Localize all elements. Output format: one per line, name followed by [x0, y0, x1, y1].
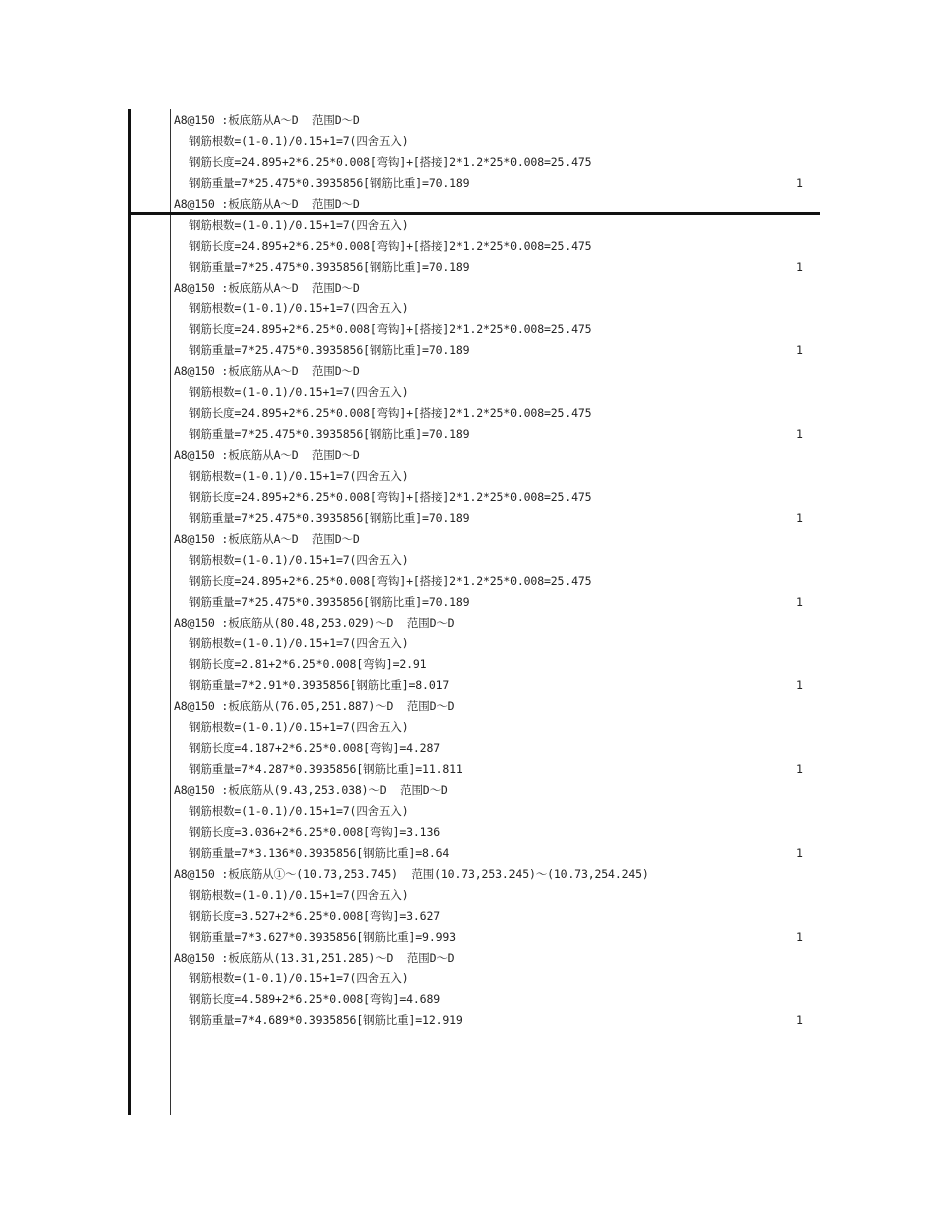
item-header-text: A8@150 :板底筋从A～D 范围D～D [174, 196, 360, 211]
calc-formula-text: 钢筋根数=(1-0.1)/0.15+1=7(四舍五入) [189, 133, 409, 148]
item-header-row [0, 194, 950, 215]
row-count-value: 1 [796, 762, 803, 777]
calc-formula-text: 钢筋长度=4.187+2*6.25*0.008[弯钩]=4.287 [189, 741, 440, 756]
calc-detail-row [0, 466, 950, 487]
calc-detail-row [0, 738, 950, 759]
item-header-row [0, 278, 950, 299]
row-count-value: 1 [796, 1013, 803, 1028]
row-count-value: 1 [796, 678, 803, 693]
row-count-value: 1 [796, 594, 803, 609]
calc-formula-text: 钢筋重量=7*4.689*0.3935856[钢筋比重]=12.919 [189, 1013, 463, 1028]
calc-formula-text: 钢筋长度=24.895+2*6.25*0.008[弯钩]+[搭接]2*1.2*25*0.008=25.475 [189, 154, 592, 169]
calc-formula-text: 钢筋长度=4.589+2*6.25*0.008[弯钩]=4.689 [189, 992, 440, 1007]
row-count-value: 1 [796, 845, 803, 860]
calc-formula-text: 钢筋重量=7*4.287*0.3935856[钢筋比重]=11.811 [189, 762, 463, 777]
calc-formula-text: 钢筋长度=24.895+2*6.25*0.008[弯钩]+[搭接]2*1.2*25*0.008=25.475 [189, 322, 592, 337]
item-header-text: A8@150 :板底筋从①～(10.73,253.745) 范围(10.73,253.245)～(10.73,254.245) [174, 866, 649, 881]
row-count-value: 1 [796, 510, 803, 525]
calc-detail-row [0, 801, 950, 822]
calc-detail-row [0, 173, 950, 194]
calc-detail-row [0, 989, 950, 1010]
calc-detail-row [0, 717, 950, 738]
calc-formula-text: 钢筋根数=(1-0.1)/0.15+1=7(四舍五入) [189, 385, 409, 400]
calc-detail-row [0, 592, 950, 613]
calc-formula-text: 钢筋根数=(1-0.1)/0.15+1=7(四舍五入) [189, 301, 409, 316]
calc-detail-row [0, 340, 950, 361]
calc-formula-text: 钢筋长度=24.895+2*6.25*0.008[弯钩]+[搭接]2*1.2*25*0.008=25.475 [189, 238, 592, 253]
calculation-rows [0, 110, 950, 1031]
calc-detail-row [0, 675, 950, 696]
item-header-row [0, 696, 950, 717]
item-header-text: A8@150 :板底筋从A～D 范围D～D [174, 364, 360, 379]
calc-formula-text: 钢筋长度=24.895+2*6.25*0.008[弯钩]+[搭接]2*1.2*25*0.008=25.475 [189, 406, 592, 421]
calc-detail-row [0, 654, 950, 675]
item-header-text: A8@150 :板底筋从A～D 范围D～D [174, 280, 360, 295]
item-header-text: A8@150 :板底筋从(80.48,253.029)～D 范围D～D [174, 615, 455, 630]
calc-detail-row [0, 885, 950, 906]
calc-formula-text: 钢筋重量=7*25.475*0.3935856[钢筋比重]=70.189 [189, 510, 470, 525]
item-header-text: A8@150 :板底筋从A～D 范围D～D [174, 113, 360, 127]
calc-formula-text: 钢筋长度=3.036+2*6.25*0.008[弯钩]=3.136 [189, 824, 440, 839]
item-header-text: A8@150 :板底筋从(9.43,253.038)～D 范围D～D [174, 783, 448, 797]
item-header-row [0, 948, 950, 969]
item-header-text: A8@150 :板底筋从A～D 范围D～D [174, 448, 360, 462]
item-header-text: A8@150 :板底筋从(76.05,251.887)～D 范围D～D [174, 699, 455, 714]
calc-detail-row [0, 508, 950, 529]
calc-formula-text: 钢筋重量=7*25.475*0.3935856[钢筋比重]=70.189 [189, 594, 470, 609]
item-header-text: A8@150 :板底筋从A～D 范围D～D [174, 531, 360, 546]
calc-detail-row [0, 319, 950, 340]
calc-detail-row [0, 487, 950, 508]
row-count-value: 1 [796, 343, 803, 358]
calc-formula-text: 钢筋长度=24.895+2*6.25*0.008[弯钩]+[搭接]2*1.2*25*0.008=25.475 [189, 573, 592, 588]
calc-formula-text: 钢筋根数=(1-0.1)/0.15+1=7(四舍五入) [189, 552, 409, 567]
calc-formula-text: 钢筋长度=2.81+2*6.25*0.008[弯钩]=2.91 [189, 657, 427, 672]
calc-detail-row [0, 403, 950, 424]
item-header-row [0, 529, 950, 550]
calc-detail-row [0, 1010, 950, 1031]
calc-detail-row [0, 215, 950, 236]
calc-formula-text: 钢筋根数=(1-0.1)/0.15+1=7(四舍五入) [189, 971, 409, 986]
calc-detail-row [0, 843, 950, 864]
calc-detail-row [0, 968, 950, 989]
row-count-value: 1 [796, 175, 803, 190]
calc-detail-row [0, 906, 950, 927]
calc-formula-text: 钢筋长度=24.895+2*6.25*0.008[弯钩]+[搭接]2*1.2*25*0.008=25.475 [189, 489, 592, 504]
item-header-row [0, 780, 950, 801]
item-header-row [0, 361, 950, 382]
calc-formula-text: 钢筋重量=7*3.627*0.3935856[钢筋比重]=9.993 [189, 929, 456, 944]
calc-detail-row [0, 822, 950, 843]
calc-detail-row [0, 131, 950, 152]
row-count-value: 1 [796, 427, 803, 442]
calc-detail-row [0, 236, 950, 257]
calc-formula-text: 钢筋根数=(1-0.1)/0.15+1=7(四舍五入) [189, 887, 409, 902]
calc-detail-row [0, 759, 950, 780]
calc-formula-text: 钢筋根数=(1-0.1)/0.15+1=7(四舍五入) [189, 636, 409, 651]
calc-formula-text: 钢筋重量=7*25.475*0.3935856[钢筋比重]=70.189 [189, 427, 470, 442]
calc-formula-text: 钢筋根数=(1-0.1)/0.15+1=7(四舍五入) [189, 217, 409, 232]
row-count-value: 1 [796, 259, 803, 274]
calc-formula-text: 钢筋根数=(1-0.1)/0.15+1=7(四舍五入) [189, 803, 409, 818]
calc-formula-text: 钢筋重量=7*3.136*0.3935856[钢筋比重]=8.64 [189, 845, 450, 860]
calc-detail-row [0, 424, 950, 445]
calc-detail-row [0, 298, 950, 319]
calc-formula-text: 钢筋长度=3.527+2*6.25*0.008[弯钩]=3.627 [189, 908, 440, 923]
item-header-row [0, 445, 950, 466]
item-header-row [0, 864, 950, 885]
calc-formula-text: 钢筋重量=7*25.475*0.3935856[钢筋比重]=70.189 [189, 175, 470, 190]
item-header-text: A8@150 :板底筋从(13.31,251.285)～D 范围D～D [174, 950, 455, 965]
calc-formula-text: 钢筋重量=7*25.475*0.3935856[钢筋比重]=70.189 [189, 259, 470, 274]
calc-detail-row [0, 152, 950, 173]
calc-detail-row [0, 257, 950, 278]
calc-formula-text: 钢筋重量=7*2.91*0.3935856[钢筋比重]=8.017 [189, 678, 450, 693]
calc-detail-row [0, 571, 950, 592]
calc-formula-text: 钢筋根数=(1-0.1)/0.15+1=7(四舍五入) [189, 468, 409, 483]
calc-detail-row [0, 633, 950, 654]
item-header-row [0, 613, 950, 634]
calc-detail-row [0, 382, 950, 403]
calc-detail-row [0, 927, 950, 948]
item-header-row [0, 110, 950, 131]
calc-detail-row [0, 550, 950, 571]
calc-formula-text: 钢筋重量=7*25.475*0.3935856[钢筋比重]=70.189 [189, 343, 470, 358]
row-count-value: 1 [796, 929, 803, 944]
calc-formula-text: 钢筋根数=(1-0.1)/0.15+1=7(四舍五入) [189, 720, 409, 735]
